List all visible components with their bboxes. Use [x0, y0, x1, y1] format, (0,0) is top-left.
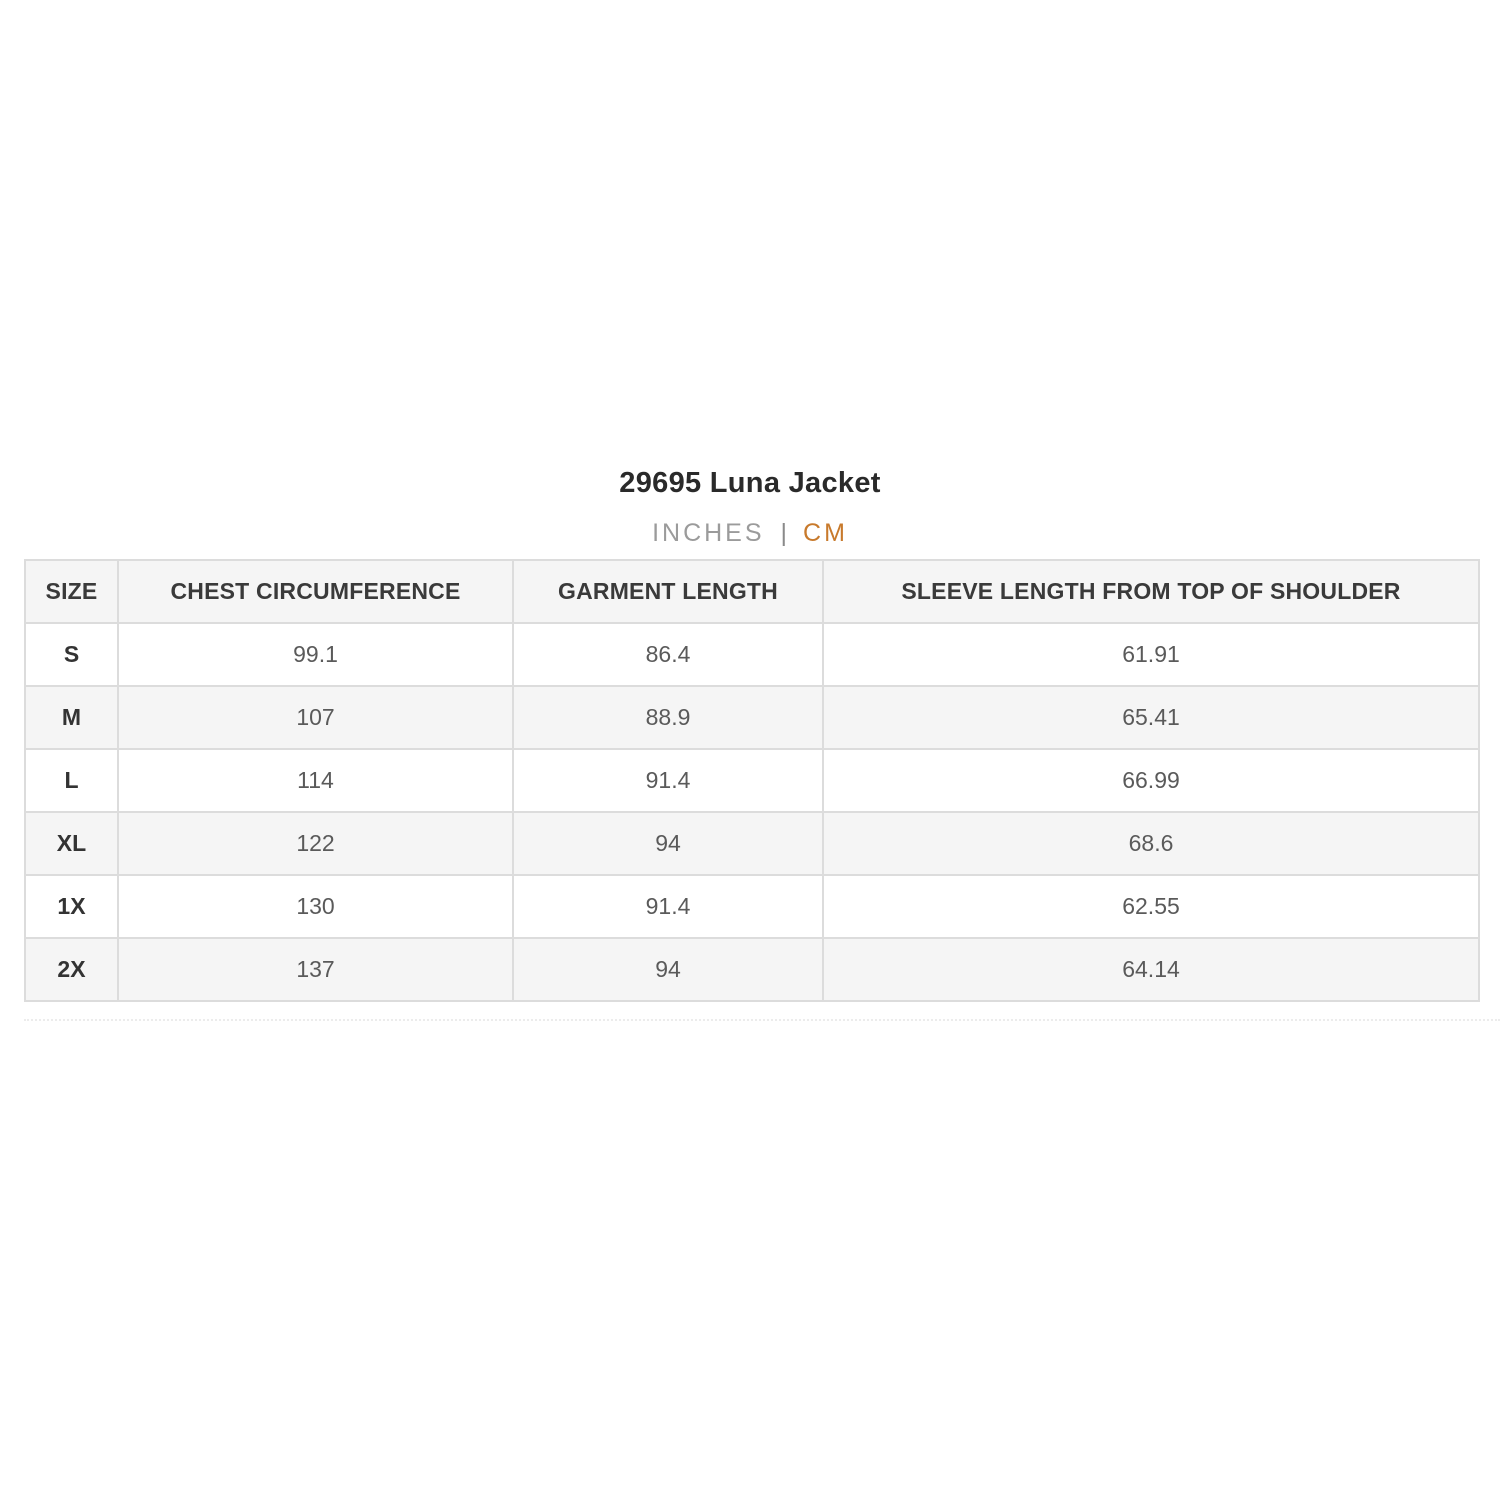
- sleeve-length-cell: 64.14: [823, 938, 1479, 1001]
- chest-cell: 130: [118, 875, 513, 938]
- size-cell: L: [25, 749, 118, 812]
- table-row: [25, 749, 1479, 812]
- size-cell: 2X: [25, 938, 118, 1001]
- size-cell: M: [25, 686, 118, 749]
- sleeve-length-cell: 68.6: [823, 812, 1479, 875]
- table-row: [25, 875, 1479, 938]
- header-garment-length: GARMENT LENGTH: [513, 560, 823, 623]
- table-header-row: [25, 560, 1479, 623]
- garment-length-cell: 88.9: [513, 686, 823, 749]
- size-table: [24, 559, 1480, 1002]
- garment-length-cell: 91.4: [513, 875, 823, 938]
- garment-length-cell: 94: [513, 938, 823, 1001]
- table-row: [25, 623, 1479, 686]
- header-chest-circumference: CHEST CIRCUMFERENCE: [118, 560, 513, 623]
- unit-inches-button[interactable]: INCHES: [652, 519, 765, 547]
- unit-cm-button[interactable]: CM: [803, 519, 848, 547]
- size-cell: XL: [25, 812, 118, 875]
- size-cell: S: [25, 623, 118, 686]
- unit-separator: |: [780, 519, 788, 547]
- header-size: SIZE: [25, 560, 118, 623]
- sleeve-length-cell: 66.99: [823, 749, 1479, 812]
- divider: [24, 1019, 1500, 1021]
- chest-cell: 114: [118, 749, 513, 812]
- sleeve-length-cell: 62.55: [823, 875, 1479, 938]
- garment-length-cell: 91.4: [513, 749, 823, 812]
- size-cell: 1X: [25, 875, 118, 938]
- chest-cell: 99.1: [118, 623, 513, 686]
- sleeve-length-cell: 61.91: [823, 623, 1479, 686]
- garment-length-cell: 94: [513, 812, 823, 875]
- page-title: 29695 Luna Jacket: [619, 467, 881, 499]
- sleeve-length-cell: 65.41: [823, 686, 1479, 749]
- header-sleeve-length: SLEEVE LENGTH FROM TOP OF SHOULDER: [823, 560, 1479, 623]
- garment-length-cell: 86.4: [513, 623, 823, 686]
- chest-cell: 137: [118, 938, 513, 1001]
- table-row: [25, 812, 1479, 875]
- chest-cell: 107: [118, 686, 513, 749]
- unit-toggle: [0, 516, 1500, 550]
- chest-cell: 122: [118, 812, 513, 875]
- table-row: [25, 686, 1479, 749]
- table-row: [25, 938, 1479, 1001]
